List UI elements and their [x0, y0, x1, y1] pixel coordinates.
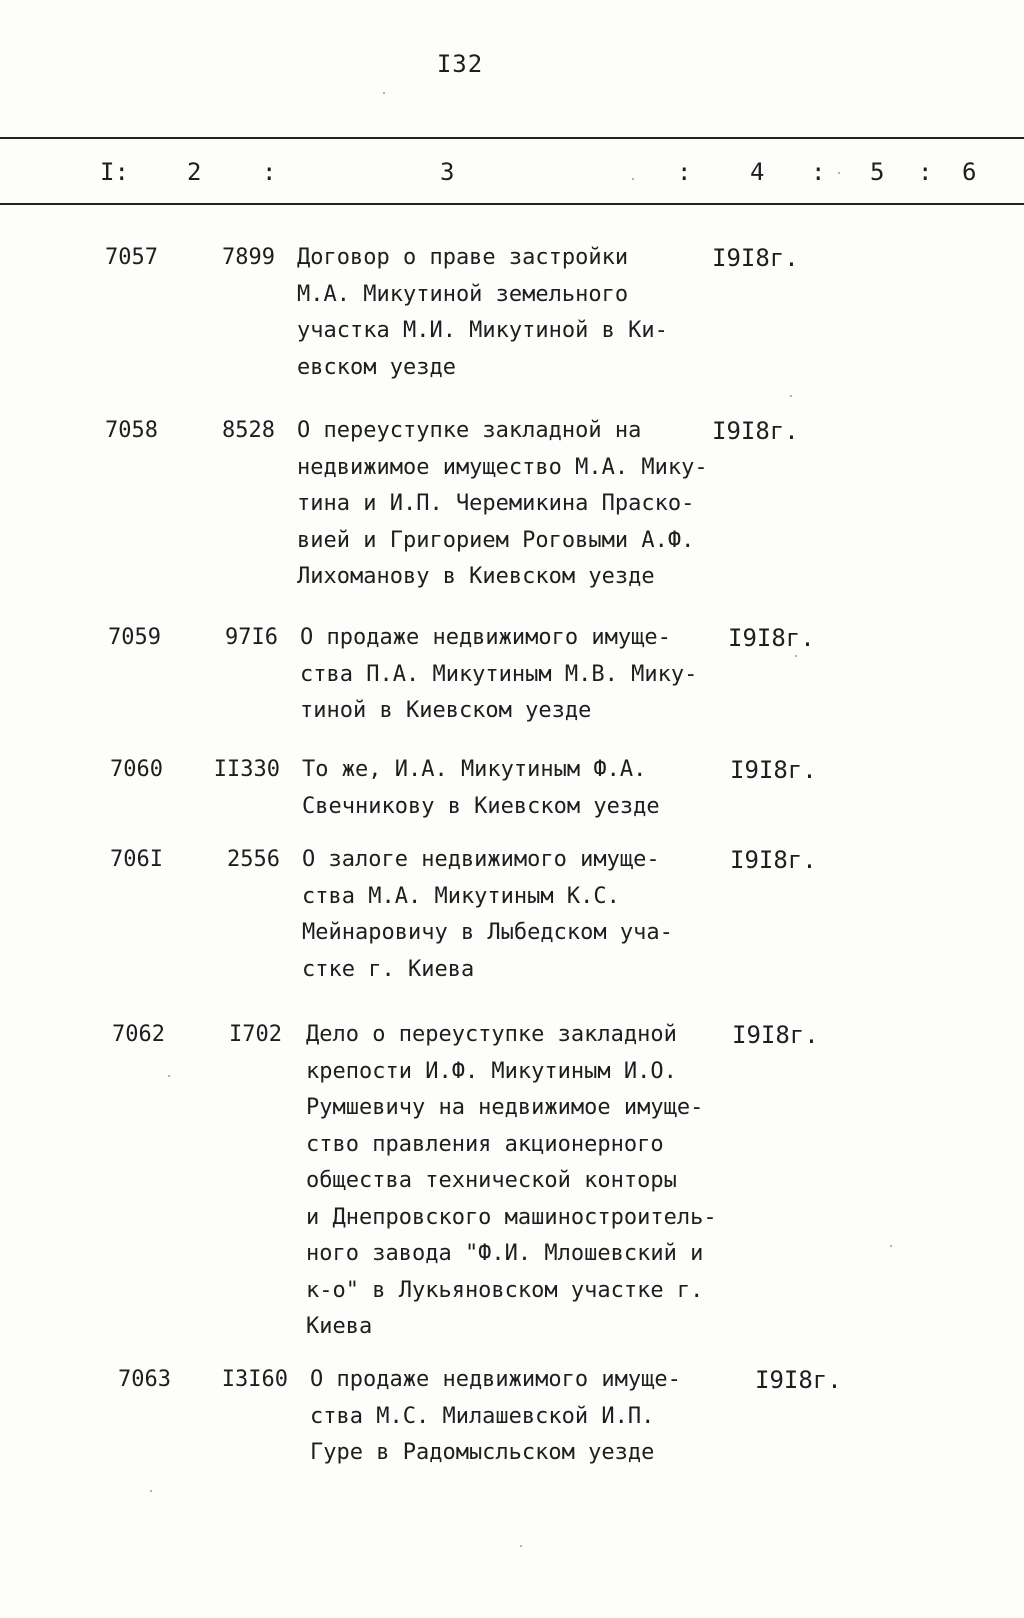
column-separator: : [677, 158, 692, 186]
entry-reference: 8528 [222, 418, 275, 443]
entry-year: I9I8г. [732, 1021, 819, 1049]
scan-speck [168, 1075, 170, 1077]
column-separator: : [262, 158, 277, 186]
entry-description: О залоге недвижимого имуще- ства М.А. Микутиным К.С. Мейнаровичу в Лыбедском уча- стке г. Киева [302, 847, 673, 982]
entry-number: 7062 [112, 1022, 165, 1047]
scan-speck [890, 1245, 892, 1247]
entry-description: То же, И.А. Микутиным Ф.А. Свечникову в Киевском уезде [302, 757, 660, 819]
scan-speck [790, 395, 792, 397]
entry-number: 706I [110, 847, 163, 872]
scan-speck [838, 172, 840, 174]
entry-description: О продаже недвижимого имуще- ства П.А. Микутиным М.В. Мику- тиной в Киевском уезде [300, 625, 698, 723]
entry-year: I9I8г. [755, 1366, 842, 1394]
entry-reference: 97I6 [225, 625, 278, 650]
entry-description: О продаже недвижимого имуще- ства М.С. Милашевской И.П. Гуре в Радомысльском уезде [310, 1367, 681, 1465]
header-top-rule [0, 137, 1024, 139]
column-separator: : [811, 158, 826, 186]
column-header-6: 6 [962, 158, 977, 186]
column-header-2: 2 [187, 158, 202, 186]
entry-year: I9I8г. [730, 846, 817, 874]
entry-description: О переуступке закладной на недвижимое имущество М.А. Мику- тина и И.П. Черемикина Праско- вией и Григорием Роговыми А.Ф. Лихоманову в Киевском уезде [297, 418, 708, 589]
entry-number: 7058 [105, 418, 158, 443]
scan-speck [383, 92, 385, 94]
entry-year: I9I8г. [730, 756, 817, 784]
entry-number: 7057 [105, 245, 158, 270]
entry-reference: 2556 [227, 847, 280, 872]
entry-number: 7063 [118, 1367, 171, 1392]
scan-speck [150, 1490, 152, 1492]
entry-reference: I702 [229, 1022, 282, 1047]
scan-speck [795, 655, 797, 657]
page-number: I32 [436, 50, 484, 78]
header-bottom-rule [0, 203, 1024, 205]
column-separator: : [918, 158, 933, 186]
entry-description: Дело о переуступке закладной крепости И.Ф. Микутиным И.О. Румшевичу на недвижимое имуще- ство правления акционерного общества технической конторы и Днепровского машиностроитель- ного завода "Ф.И. Млошевский и к-о" в Лукьяновском участке г. Киева [306, 1022, 717, 1339]
entry-reference: II330 [213, 757, 280, 782]
entry-year: I9I8г. [728, 624, 815, 652]
entry-number: 7059 [108, 625, 161, 650]
entry-reference: I3I60 [221, 1367, 288, 1392]
scan-speck [520, 1545, 522, 1547]
entry-reference: 7899 [222, 245, 275, 270]
entry-description: Договор о праве застройки М.А. Микутиной земельного участка М.И. Микутиной в Ки- евском уезде [297, 245, 668, 380]
entry-year: I9I8г. [712, 244, 799, 272]
column-header-5: 5 [870, 158, 885, 186]
column-header-1: I: [100, 158, 129, 186]
entry-number: 7060 [110, 757, 163, 782]
column-header-4: 4 [750, 158, 765, 186]
column-header-3: 3 [440, 158, 455, 186]
scan-speck [632, 178, 634, 180]
entry-year: I9I8г. [712, 417, 799, 445]
